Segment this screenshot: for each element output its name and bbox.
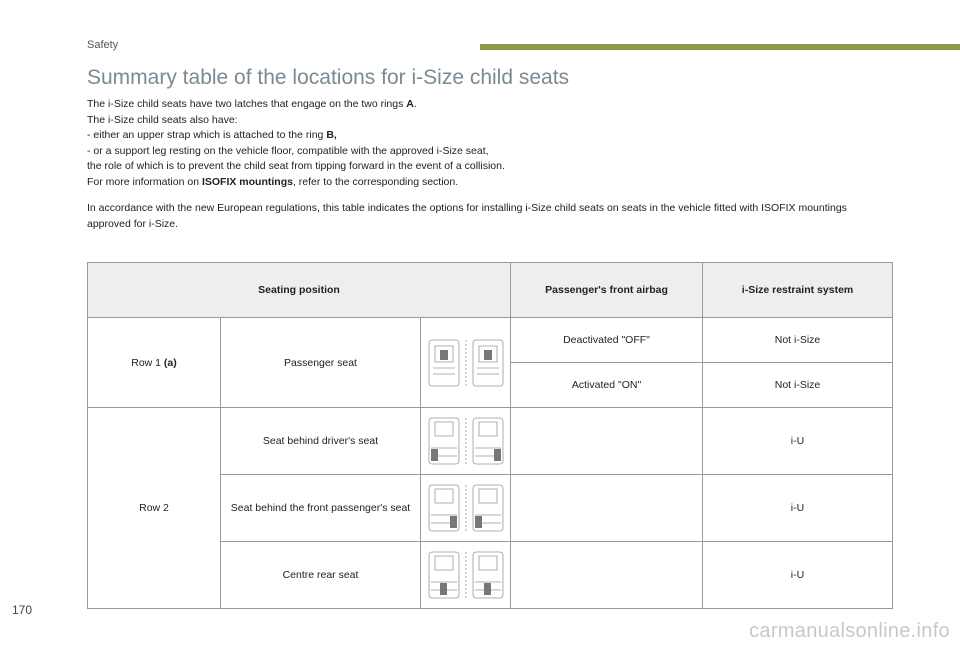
- section-label: Safety: [87, 39, 119, 51]
- restraint-value: Not i-Size: [703, 318, 893, 363]
- table-row: [88, 318, 893, 363]
- intro-line: the role of which is to prevent the child seat from tipping forward in the event of a collision.: [87, 160, 505, 172]
- row1-label: Row 1 (a): [88, 318, 221, 408]
- car-seats-rear-right-diagram-icon: [427, 483, 505, 533]
- row1-seat: Passenger seat: [221, 318, 421, 408]
- isize-locations-table: [87, 262, 893, 609]
- airbag-empty: [511, 542, 703, 609]
- seat-diagram-icon: [421, 542, 511, 609]
- intro-text: [87, 97, 887, 232]
- intro-line: - or a support leg resting on the vehicle floor, compatible with the approved i-Size seat,: [87, 144, 489, 157]
- airbag-activated: Activated "ON": [511, 363, 703, 408]
- restraint-value: i-U: [703, 475, 893, 542]
- watermark: carmanualsonline.info: [749, 620, 950, 642]
- header-restraint: i-Size restraint system: [703, 263, 893, 318]
- car-seats-rear-left-diagram-icon: [427, 416, 505, 466]
- restraint-value: i-U: [703, 542, 893, 609]
- car-seats-front-diagram-icon: [427, 338, 505, 388]
- header-seating-position: Seating position: [88, 263, 511, 318]
- seat-diagram-icon: [421, 475, 511, 542]
- page-number: 170: [12, 603, 33, 617]
- intro-line: The i-Size child seats have two latches that engage on the two rings A.: [87, 98, 417, 110]
- restraint-value: Not i-Size: [703, 363, 893, 408]
- intro-line: - either an upper strap which is attached to the ring B,: [87, 129, 337, 141]
- header-airbag: Passenger's front airbag: [511, 263, 703, 318]
- section-color-bar: [480, 44, 960, 50]
- row2-seat: Seat behind driver's seat: [221, 408, 421, 475]
- row2-seat: Centre rear seat: [221, 542, 421, 609]
- seat-diagram-icon: [421, 408, 511, 475]
- intro-line: The i-Size child seats also have:: [87, 113, 238, 126]
- row2-label: Row 2: [88, 408, 221, 609]
- airbag-empty: [511, 475, 703, 542]
- seat-diagram-icon: [421, 318, 511, 408]
- intro-line: For more information on ISOFIX mountings, refer to the corresponding section.: [87, 175, 459, 188]
- car-seats-rear-centre-diagram-icon: [427, 550, 505, 600]
- row2-seat: Seat behind the front passenger's seat: [221, 475, 421, 542]
- table-row: [88, 408, 893, 475]
- airbag-deactivated: Deactivated "OFF": [511, 318, 703, 363]
- restraint-value: i-U: [703, 408, 893, 475]
- page-title: Summary table of the locations for i-Size child seats: [87, 66, 570, 89]
- table-header-row: [88, 263, 893, 318]
- intro-paragraph: In accordance with the new European regulations, this table indicates the options for installing i-Size child seats on seats in the vehicle fitted with ISOFIX mountings approved for i-Size.: [87, 202, 847, 230]
- airbag-empty: [511, 408, 703, 475]
